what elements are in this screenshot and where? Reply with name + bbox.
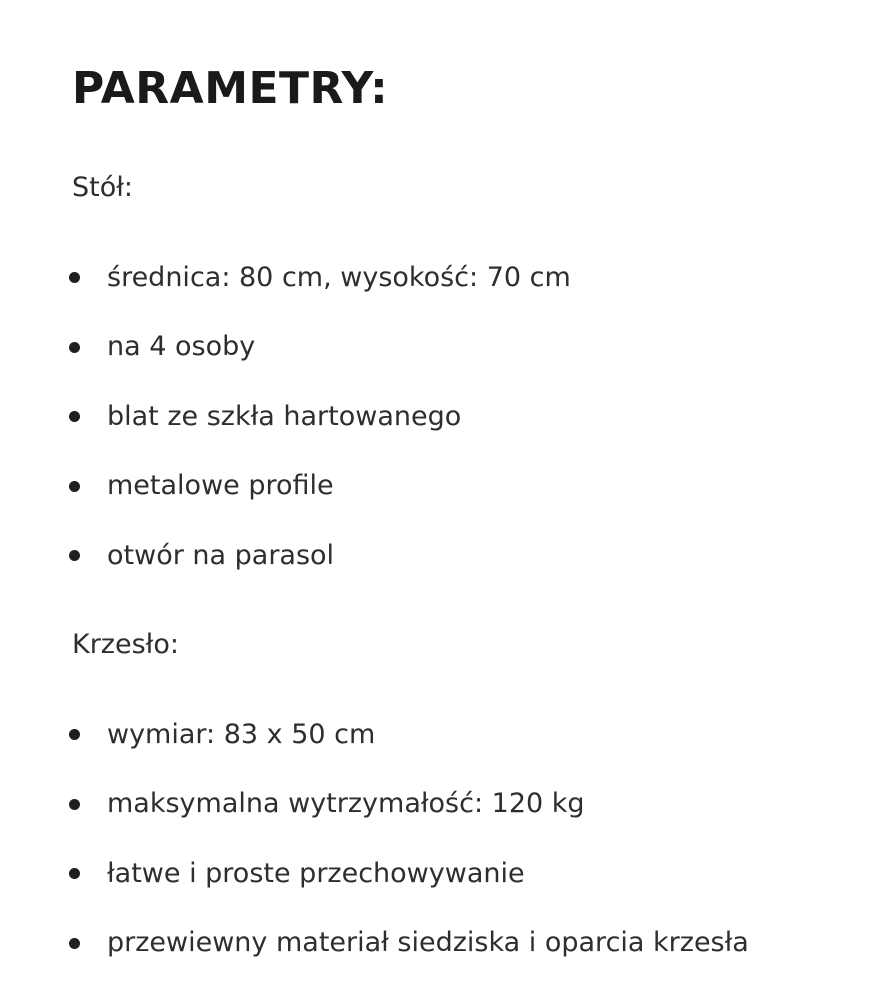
section-label-table: Stół:: [72, 172, 134, 203]
bullet-icon: [69, 550, 80, 561]
bullet-icon: [69, 868, 80, 879]
bullet-icon: [69, 411, 80, 422]
bullet-icon: [69, 481, 80, 492]
spec-text: łatwe i proste przechowywanie: [107, 857, 525, 889]
bullet-icon: [69, 799, 80, 810]
spec-text: metalowe profile: [107, 470, 334, 502]
spec-text: maksymalna wytrzymałość: 120 kg: [107, 788, 585, 820]
spec-text: blat ze szkła hartowanego: [107, 400, 462, 432]
section-label-chair: Krzesło:: [72, 629, 179, 660]
spec-text: wymiar: 83 x 50 cm: [107, 718, 376, 750]
page-title: PARAMETRY:: [72, 63, 389, 114]
bullet-icon: [69, 342, 80, 353]
bullet-icon: [69, 729, 80, 740]
spec-text: średnica: 80 cm, wysokość: 70 cm: [107, 261, 571, 293]
bullet-icon: [69, 272, 80, 283]
spec-text: na 4 osoby: [107, 331, 256, 363]
bullet-icon: [69, 938, 80, 949]
spec-text: otwór na parasol: [107, 539, 335, 571]
spec-text: przewiewny materiał siedziska i oparcia krzesła: [107, 927, 749, 959]
